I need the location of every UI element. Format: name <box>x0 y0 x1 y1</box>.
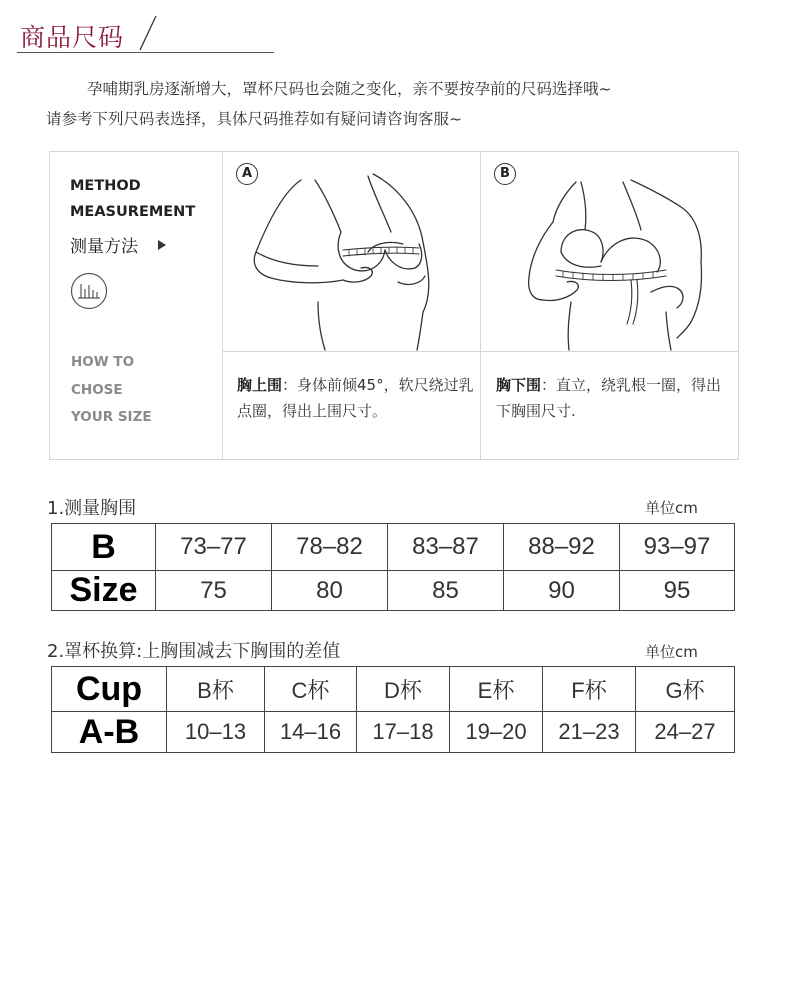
table2-row-diff <box>52 712 735 753</box>
measurement-panel <box>49 151 739 460</box>
table1-unit: 单位cm <box>645 499 698 517</box>
caption-b-text: ：直立，绕乳根一圈，得出下胸围尺寸. <box>496 376 722 420</box>
howto-label-2: CHOSE <box>71 382 123 398</box>
howto-label-1: HOW TO <box>71 354 135 370</box>
caption-a-text: ：身体前倾45°，软尺绕过乳点圈，得出上围尺寸。 <box>237 376 474 420</box>
illustration-b-container <box>481 152 739 420</box>
table1-size-cell: 85 <box>388 571 504 611</box>
method-label-en-2: MEASUREMENT <box>70 204 196 220</box>
caption-b <box>496 372 736 424</box>
intro-text-line-1: 孕哺期乳房逐渐增大，罩杯尺码也会随之变化，亲不要按孕前的尺码选择哦~ <box>87 80 612 98</box>
table1-size-cell: 80 <box>272 571 388 611</box>
bust-measurement-illustration-a <box>223 152 480 351</box>
table2-head-top <box>52 667 167 712</box>
table2-diff-cell: 14–16 <box>265 712 357 753</box>
table1-range-cell: 83–87 <box>388 524 504 571</box>
table2-diff-cell: 19–20 <box>450 712 543 753</box>
table1-head-bottom-text: Size <box>69 571 138 609</box>
table2-cup-cell: F杯 <box>543 667 636 712</box>
caption-a-bold: 胸上围 <box>237 376 283 394</box>
table2-label: 2.罩杯换算:上胸围减去下胸围的差值 <box>47 641 341 662</box>
triangle-right-icon <box>158 240 166 250</box>
cup-size-table <box>51 666 735 753</box>
bust-measurement-illustration-b <box>481 152 739 351</box>
table1-row-range <box>52 524 735 571</box>
table1-head-top-text: B <box>91 527 116 566</box>
illustration-a-container <box>223 152 480 420</box>
ruler-icon <box>70 272 108 310</box>
table1-size-cell: 90 <box>504 571 620 611</box>
table1-range-cell: 88–92 <box>504 524 620 571</box>
table2-cup-cell: B杯 <box>167 667 265 712</box>
intro-text-line-2: 请参考下列尺码表选择，具体尺码推荐如有疑问请咨询客服~ <box>46 110 462 128</box>
method-label-cn: 测量方法 <box>70 237 138 257</box>
method-label-en-1: METHOD <box>70 178 141 194</box>
caption-a <box>237 372 477 424</box>
table2-cup-cell: G杯 <box>636 667 735 712</box>
table1-row-size <box>52 571 735 611</box>
title-underline <box>17 52 274 53</box>
title-slash-divider <box>136 14 160 52</box>
band-size-table <box>51 523 735 611</box>
table2-unit: 单位cm <box>645 643 698 661</box>
table1-head-top <box>52 524 156 571</box>
table2-row-cup <box>52 667 735 712</box>
caption-b-bold: 胸下围 <box>496 376 542 394</box>
table2-cup-cell: D杯 <box>357 667 450 712</box>
table2-head-top-text: Cup <box>75 669 143 708</box>
table2-cup-cell: E杯 <box>450 667 543 712</box>
badge-a: A <box>236 163 258 185</box>
badge-b: B <box>494 163 516 185</box>
page-title: 商品尺码 <box>20 23 125 52</box>
table2-diff-cell: 21–23 <box>543 712 636 753</box>
table1-label: 1.测量胸围 <box>47 498 137 519</box>
table2-head-bottom <box>52 712 167 753</box>
howto-label-3: YOUR SIZE <box>71 409 152 425</box>
table1-range-cell: 73–77 <box>156 524 272 571</box>
table2-cup-cell: C杯 <box>265 667 357 712</box>
table2-diff-cell: 10–13 <box>167 712 265 753</box>
table1-range-cell: 93–97 <box>620 524 735 571</box>
table1-head-bottom <box>52 571 156 611</box>
table2-head-bottom-text: A-B <box>78 712 140 751</box>
table2-diff-cell: 17–18 <box>357 712 450 753</box>
table1-size-cell: 95 <box>620 571 735 611</box>
table2-diff-cell: 24–27 <box>636 712 735 753</box>
table1-range-cell: 78–82 <box>272 524 388 571</box>
table1-size-cell: 75 <box>156 571 272 611</box>
panel-divider-horizontal <box>222 351 739 352</box>
